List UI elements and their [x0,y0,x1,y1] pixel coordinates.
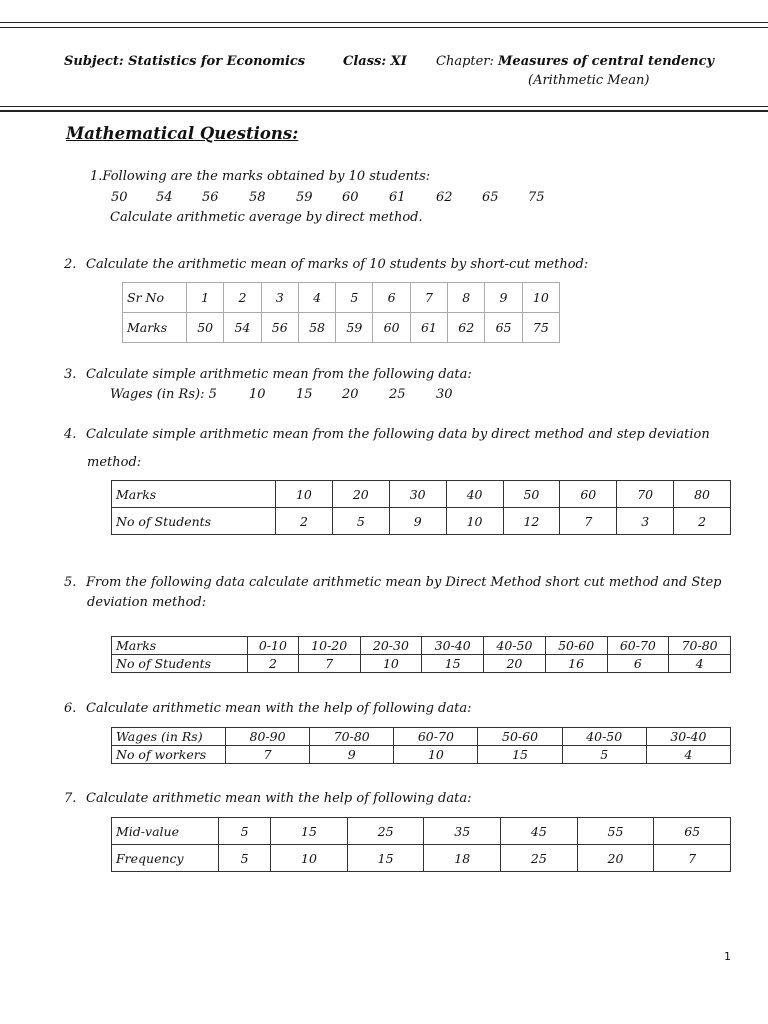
table-row [123,283,560,313]
table-row [112,746,731,764]
question-7: 7. Calculate arithmetic mean with the help of following data: [64,791,472,806]
value: 15 [296,387,313,402]
table-cell: 50-60 [478,728,562,746]
table-cell: 30 [389,481,446,508]
table-cell: 10 [446,508,503,535]
table-cell: 20 [484,655,546,673]
table-cell: 65 [654,818,731,845]
table-cell: 5 [219,845,271,872]
table-cell: 61 [410,313,447,343]
question-4-text-2: method: [87,455,142,470]
table-cell: 59 [336,313,373,343]
table-cell: 30-40 [422,637,484,655]
table-cell: 60-70 [394,728,478,746]
header-rule-bottom-2 [0,110,768,112]
value: 60 [342,190,359,205]
table-cell: 10 [394,746,478,764]
row-header-cell: Sr No [123,283,187,313]
question-3-values [0,387,768,405]
subject-label: Subject: Statistics for Economics [64,54,306,69]
value: 10 [249,387,266,402]
row-header-cell: Wages (in Rs) [112,728,226,746]
header-rule-bottom [0,106,768,107]
question-1-instruction: Calculate arithmetic average by direct method. [110,210,423,225]
question-5-table [111,636,731,673]
value: 30 [436,387,453,402]
table-cell: 10 [522,283,559,313]
table-cell: 70-80 [310,728,394,746]
row-header-cell: Frequency [112,845,219,872]
table-cell: 58 [298,313,335,343]
table-cell: 5 [336,283,373,313]
chapter-subtitle: (Arithmetic Mean) [528,73,650,88]
table-cell: 15 [478,746,562,764]
question-1-values [0,190,768,208]
table-cell: 60 [373,313,410,343]
table-row [112,508,731,535]
table-cell: 15 [347,845,424,872]
table-cell: 3 [261,283,298,313]
table-cell: 5 [332,508,389,535]
question-3-label: Wages (in Rs): 5 [110,387,217,402]
table-cell: 6 [373,283,410,313]
row-header-cell: No of Students [112,508,276,535]
value: 59 [296,190,313,205]
value: 65 [482,190,499,205]
table-cell: 9 [310,746,394,764]
table-cell: 40-50 [562,728,646,746]
page-title: Mathematical Questions: [66,124,299,143]
table-cell: 75 [522,313,559,343]
table-cell: 50-60 [545,637,607,655]
table-cell: 5 [219,818,271,845]
table-cell: 80-90 [226,728,310,746]
row-header-cell: Marks [123,313,187,343]
table-cell: 4 [298,283,335,313]
class-label: Class: XI [343,54,407,69]
table-cell: 2 [276,508,333,535]
table-cell: 2 [248,655,299,673]
table-cell: 20-30 [360,637,422,655]
table-cell: 2 [224,283,261,313]
header-rule-top [0,22,768,23]
table-cell: 54 [224,313,261,343]
question-2: 2. Calculate the arithmetic mean of marks of 10 students by short-cut method: [64,257,589,272]
table-row [112,637,731,655]
question-6: 6. Calculate arithmetic mean with the help of following data: [64,701,472,716]
table-cell: 70 [617,481,674,508]
value: 61 [389,190,406,205]
question-4: 4. Calculate simple arithmetic mean from the following data by direct method and step deviation [64,427,710,442]
table-cell: 2 [674,508,731,535]
question-5: 5. From the following data calculate arithmetic mean by Direct Method short cut method and Step [64,575,722,590]
table-cell: 16 [545,655,607,673]
table-cell: 62 [448,313,485,343]
table-cell: 25 [501,845,578,872]
table-cell: 0-10 [248,637,299,655]
table-cell: 25 [347,818,424,845]
value: 58 [249,190,266,205]
table-row [112,728,731,746]
table-cell: 45 [501,818,578,845]
question-4-table [111,480,731,535]
value: 25 [389,387,406,402]
table-cell: 80 [674,481,731,508]
question-1-text: 1.Following are the marks obtained by 10 students: [90,169,431,184]
table-cell: 7 [560,508,617,535]
table-cell: 56 [261,313,298,343]
table-row [112,818,731,845]
question-2-table [122,282,560,343]
table-cell: 10 [271,845,348,872]
table-row [112,655,731,673]
table-cell: 30-40 [646,728,730,746]
question-3: 3. Calculate simple arithmetic mean from the following data: [64,367,472,382]
table-cell: 10 [360,655,422,673]
table-cell: 7 [410,283,447,313]
table-cell: 7 [654,845,731,872]
value: 56 [202,190,219,205]
table-cell: 1 [187,283,224,313]
table-cell: 18 [424,845,501,872]
value: 62 [436,190,453,205]
table-cell: 15 [271,818,348,845]
table-cell: 4 [646,746,730,764]
table-cell: 70-80 [669,637,731,655]
table-row [112,481,731,508]
table-cell: 20 [577,845,654,872]
table-cell: 10 [276,481,333,508]
question-7-table [111,817,731,872]
table-cell: 10-20 [298,637,360,655]
table-cell: 4 [669,655,731,673]
table-cell: 7 [298,655,360,673]
table-cell: 9 [485,283,522,313]
table-cell: 50 [503,481,560,508]
row-header-cell: No of Students [112,655,248,673]
table-cell: 55 [577,818,654,845]
table-cell: 65 [485,313,522,343]
table-cell: 8 [448,283,485,313]
table-cell: 9 [389,508,446,535]
chapter-label: Chapter: Measures of central tendency [436,54,715,69]
table-cell: 60-70 [607,637,669,655]
question-5-text-2: deviation method: [87,595,207,610]
value: 20 [342,387,359,402]
table-cell: 60 [560,481,617,508]
value: 50 [111,190,128,205]
table-cell: 35 [424,818,501,845]
table-cell: 15 [422,655,484,673]
row-header-cell: Marks [112,637,248,655]
value: 75 [528,190,545,205]
table-cell: 20 [332,481,389,508]
table-cell: 5 [562,746,646,764]
page-number: 1 [724,950,731,963]
row-header-cell: No of workers [112,746,226,764]
table-cell: 12 [503,508,560,535]
table-row [112,845,731,872]
header-rule-top-2 [0,27,768,28]
table-cell: 6 [607,655,669,673]
row-header-cell: Marks [112,481,276,508]
table-cell: 50 [187,313,224,343]
row-header-cell: Mid-value [112,818,219,845]
value: 54 [156,190,173,205]
table-cell: 7 [226,746,310,764]
table-cell: 40-50 [484,637,546,655]
question-6-table [111,727,731,764]
table-row [123,313,560,343]
table-cell: 3 [617,508,674,535]
table-cell: 40 [446,481,503,508]
